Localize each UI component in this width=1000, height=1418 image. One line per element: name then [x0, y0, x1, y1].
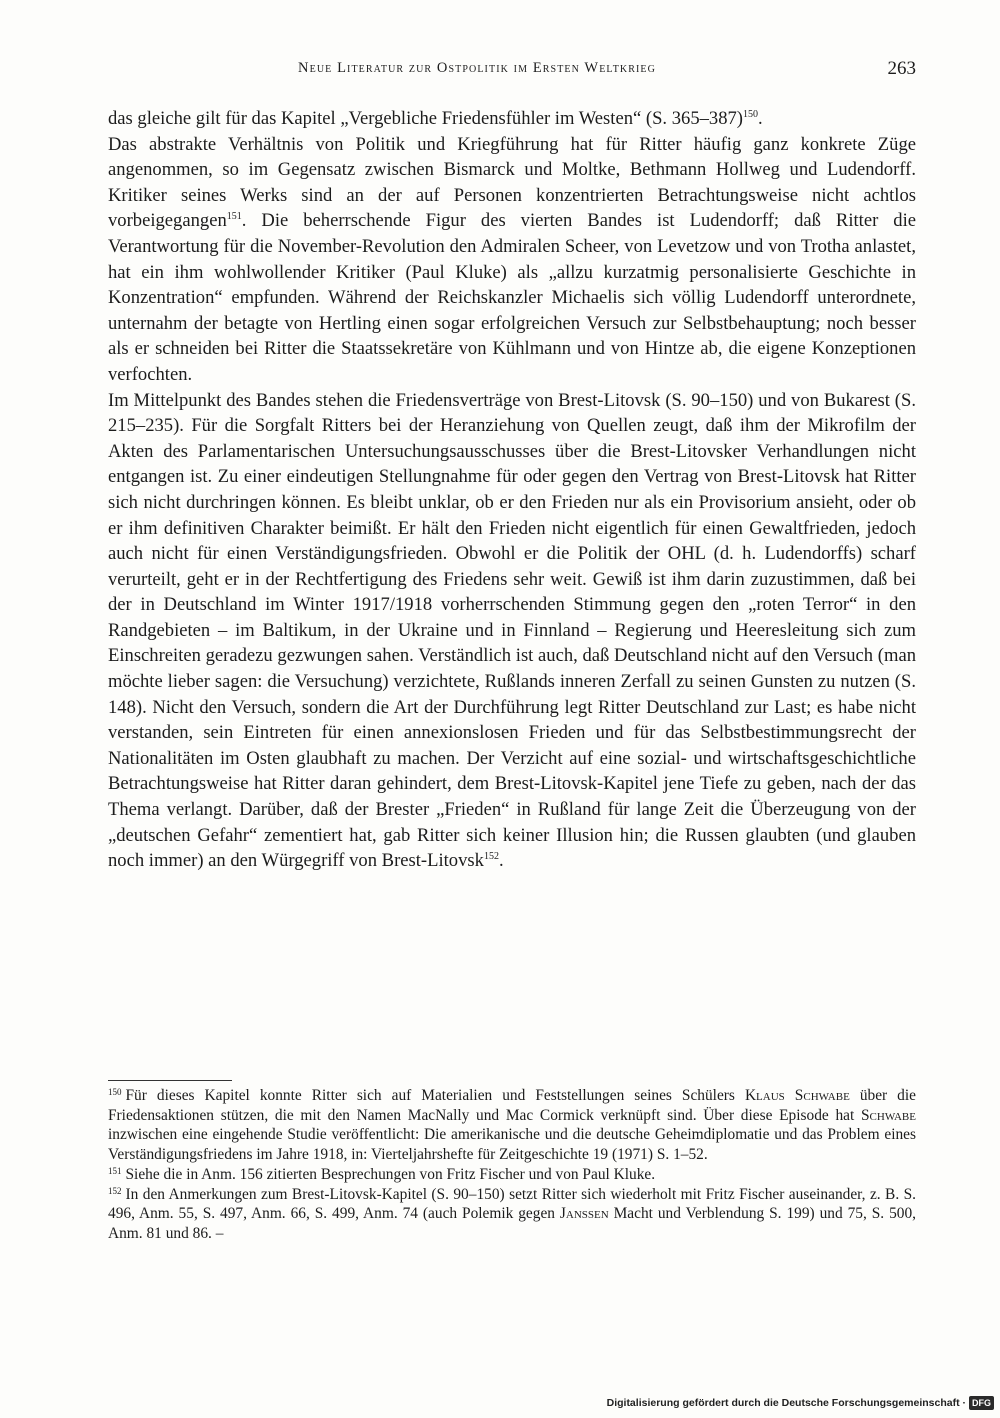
- footnote-number: 152: [108, 1185, 122, 1196]
- author-name: Janssen: [559, 1205, 609, 1223]
- author-name: Klaus Schwabe: [744, 1087, 850, 1104]
- footnote-ref-150[interactable]: 150: [743, 109, 758, 120]
- footnote-number: 151: [108, 1165, 122, 1176]
- body-text: [108, 106, 916, 874]
- footnotes: [108, 1086, 916, 1244]
- dfg-logo-icon: DFG: [969, 1396, 994, 1410]
- credit-text: Digitalisierung gefördert durch die Deutsche Forschungsgemeinschaft ·: [606, 1397, 966, 1409]
- footnote-ref-151[interactable]: 151: [226, 211, 242, 223]
- footnote-152: $^{152}$ In den Anmerkungen zum Brest-Litovsk-Kapitel (S. 90–150) setzt Ritter sich wiederholt mit Fritz Fischer auseinander, z. B. S. 496, Anm. 55, S. 497, Anm. 66, S. 499, Anm. 74 (auch Polemik gegen Janssen Macht und Verblendung S. 199) und 75, S. 500, Anm. 81 und 86. –: [108, 1185, 916, 1242]
- running-title: Neue Literatur zur Ostpolitik im Ersten Weltkrieg: [298, 60, 656, 76]
- paragraph-3: Im Mittelpunkt des Bandes stehen die Friedensverträge von Brest-Litovsk (S. 90–150) und von Bukarest (S. 215–235). Für die Sorgfalt Ritters bei der Heranziehung von Quellen zeugt, daß ihm der Mikrofilm der Akten des Parlamentarischen Untersuchungsausschusses über die Brest-Litovsker Verhandlungen nicht entgangen ist. Zu einer eindeutigen Stellungnahme für oder gegen den Vertrag von Brest-Litovsk hat Ritter sich nicht durchringen können. Es bleibt unklar, ob er den Frieden nur als ein Provisorium ansieht, oder ob er ihm definitiven Charakter beimißt. Er hält den Frieden nicht eigentlich für einen Gewaltfrieden, jedoch auch nicht für einen Verständigungsfrieden. Obwohl er die Politik der OHL (d. h. Ludendorffs) scharf verurteilt, geht er in der Rechtfertigung des Friedens sehr weit. Gewiß ist ihm darin zuzustimmen, daß bei der in Deutschland im Winter 1917/1918 vorherrschenden Stimmung gegen den „roten Terror“ in den Randgebieten – im Baltikum, in der Ukraine und in Finnland – Regierung und Heeresleitung sich zum Einschreiten geradezu gezwungen sahen. Verständlich ist auch, daß Deutschland nicht auf den Versuch (man möchte lieber sagen: die Versuchung) verzichtete, Rußlands inneren Zerfall zu seinen Gunsten zu nutzen (S. 148). Nicht den Versuch, sondern die Art der Durchführung legt Ritter Deutschland zur Last; es habe nicht verstanden, sein Eintreten für einen annexionslosen Frieden und für das Selbstbestimmungsrecht der Nationalitäten im Osten glaubhaft zu machen. Der Verzicht auf eine sozial- und wirtschaftsgeschichtliche Betrachtungsweise hat Ritter daran gehindert, dem Brest-Litovsk-Kapitel jene Tiefe zu geben, nach der das Thema verlangt. Darüber, daß der Brester „Frieden“ in Rußland für lange Zeit die Überzeugung von der „deutschen Gefahr“ zementiert hat, gab Ritter sich keiner Illusion hin; die Russen glaubten (und glauben noch immer) an den Würgegriff von Brest-Litovsk$^{152}$.: [108, 389, 916, 872]
- author-name: Schwabe: [860, 1106, 916, 1124]
- footnote-150: $^{150}$ Für dieses Kapitel konnte Ritter sich auf Materialien und Feststellungen seines Schülers Klaus Schwabe über die Friedensaktionen stützen, die mit den Namen MacNally und Mac Cormick verknüpft sind. Über diese Episode hat Schwabe inzwischen eine eingehende Studie veröffentlicht: Die amerikanische und die deutsche Geheimdiplomatie und das Problem eines Verständigungsfriedens im Jahre 1918, in: Vierteljahrshefte für Zeitgeschichte 19 (1971) S. 1–52.: [108, 1087, 916, 1164]
- digitization-credit: [607, 1394, 994, 1412]
- footnote-number: 150: [108, 1087, 122, 1097]
- paragraph-1: das gleiche gilt für das Kapitel „Vergebliche Friedensfühler im Westen“ (S. 365–387)$^{150}$.: [108, 108, 763, 129]
- footnote-divider: [108, 1080, 232, 1081]
- paragraph-2: Das abstrakte Verhältnis von Politik und Kriegführung hat für Ritter häufig ganz konkrete Züge angenommen, so im Gegensatz zwischen Bismarck und Moltke, Bethmann Hollweg und Ludendorff. Kritiker seines Werks sind an der auf Personen konzentrierten Betrachtungsweise nicht achtlos vorbeigegangen$^{151}$. Die beherrschende Figur des vierten Bandes ist Ludendorff; daß Ritter die Verantwortung für die November-Revolution den Admiralen Scheer, von Levetzow und von Trotha anlastet, hat ein ihm wohlwollender Kritiker (Paul Kluke) als „allzu kurzatmig personalisierte Geschichte in Konzentration“ empfunden. Während der Reichskanzler Michaelis sich völlig Ludendorff unterordnete, unternahm der betagte von Hertling einen sogar erfolgreichen Versuch zur Selbstbehauptung; noch besser als er schneiden bei Ritter die Staatssekretäre von Kühlmann und von Hintze ab, die eigene Konzeptionen verfochten.: [108, 133, 916, 385]
- page-number: 263: [887, 58, 916, 79]
- running-header: [108, 58, 916, 84]
- footnote-ref-152[interactable]: 152: [483, 851, 499, 863]
- footnote-151: $^{151}$ Siehe die in Anm. 156 zitierten Besprechungen von Fritz Fischer und von Paul Kluke.: [108, 1165, 656, 1183]
